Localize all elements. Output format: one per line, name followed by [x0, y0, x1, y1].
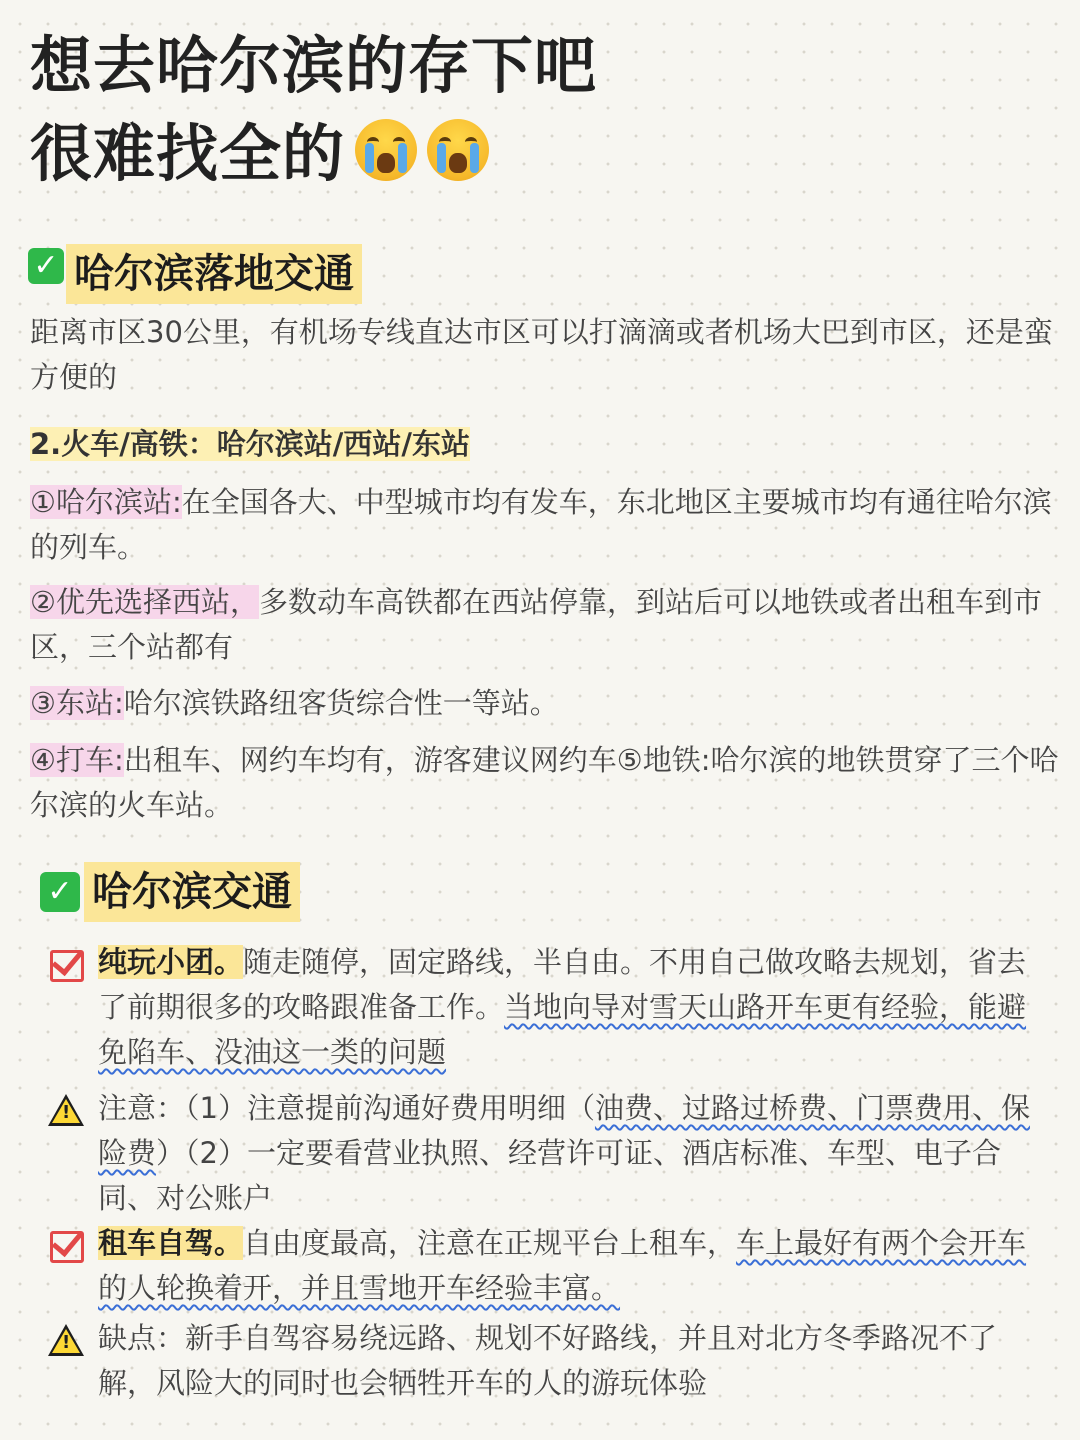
title-line-2: 很难找全的 [30, 110, 597, 198]
checkbox-checked-icon [48, 944, 84, 980]
list-item-self-drive: 租车自驾。自由度最高，注意在正规平台上租车，车上最好有两个会开车的人轮换着开，并且雪地开车经验丰富。 [48, 1221, 1048, 1311]
section2-header [40, 862, 300, 922]
page-title [30, 22, 597, 198]
rail-item-1: ①哈尔滨站:在全国各大、中型城市均有发车，东北地区主要城市均有通往哈尔滨的列车。 [30, 485, 1052, 564]
list-item-tour: 纯玩小团。随走随停，固定路线，半自由。不用自己做攻略去规划，省去了前期很多的攻略跟准备工作。当地向导对雪天山路开车更有经验，能避免陷车、没油这一类的问题 [48, 940, 1048, 1075]
rail-item-3: ③东站:哈尔滨铁路纽客货综合性一等站。 [30, 686, 559, 720]
warning-icon [48, 1090, 84, 1126]
title-line-1: 想去哈尔滨的存下吧 [30, 29, 598, 102]
section1-title: 哈尔滨落地交通 [66, 244, 362, 304]
checkbox-checked-icon [48, 1225, 84, 1261]
warning-icon [48, 1320, 84, 1356]
rail-item-4: ④打车:出租车、网约车均有，游客建议网约车⑤地铁:哈尔滨的地铁贯穿了三个哈尔滨的火车站。 [30, 743, 1059, 822]
rail-heading: 2.火车/高铁：哈尔滨站/西站/东站 [30, 427, 470, 461]
section2-title: 哈尔滨交通 [84, 862, 300, 922]
list-item-note-1: ! 注意：（1）注意提前沟通好费用明细（油费、过路过桥费、门票费用、保险费）（2）一定要看营业执照、经营许可证、酒店标准、车型、电子合同、对公账户 [48, 1086, 1048, 1221]
rail-item-2: ②优先选择西站，多数动车高铁都在西站停靠，到站后可以地铁或者出租车到市区，三个站都有 [30, 585, 1043, 664]
check-mark-icon: ✓ [40, 872, 80, 912]
crying-face-icon [427, 119, 489, 181]
crying-face-icon [355, 119, 417, 181]
check-mark-icon: ✓ [28, 248, 64, 284]
section1-intro: 距离市区30公里，有机场专线直达市区可以打滴滴或者机场大巴到市区，还是蛮方便的 [30, 315, 1053, 394]
section1-header [28, 228, 362, 304]
list-item-note-2: ! 缺点：新手自驾容易绕远路、规划不好路线，并且对北方冬季路况不了解，风险大的同时也会牺牲开车的人的游玩体验 [48, 1316, 1048, 1406]
